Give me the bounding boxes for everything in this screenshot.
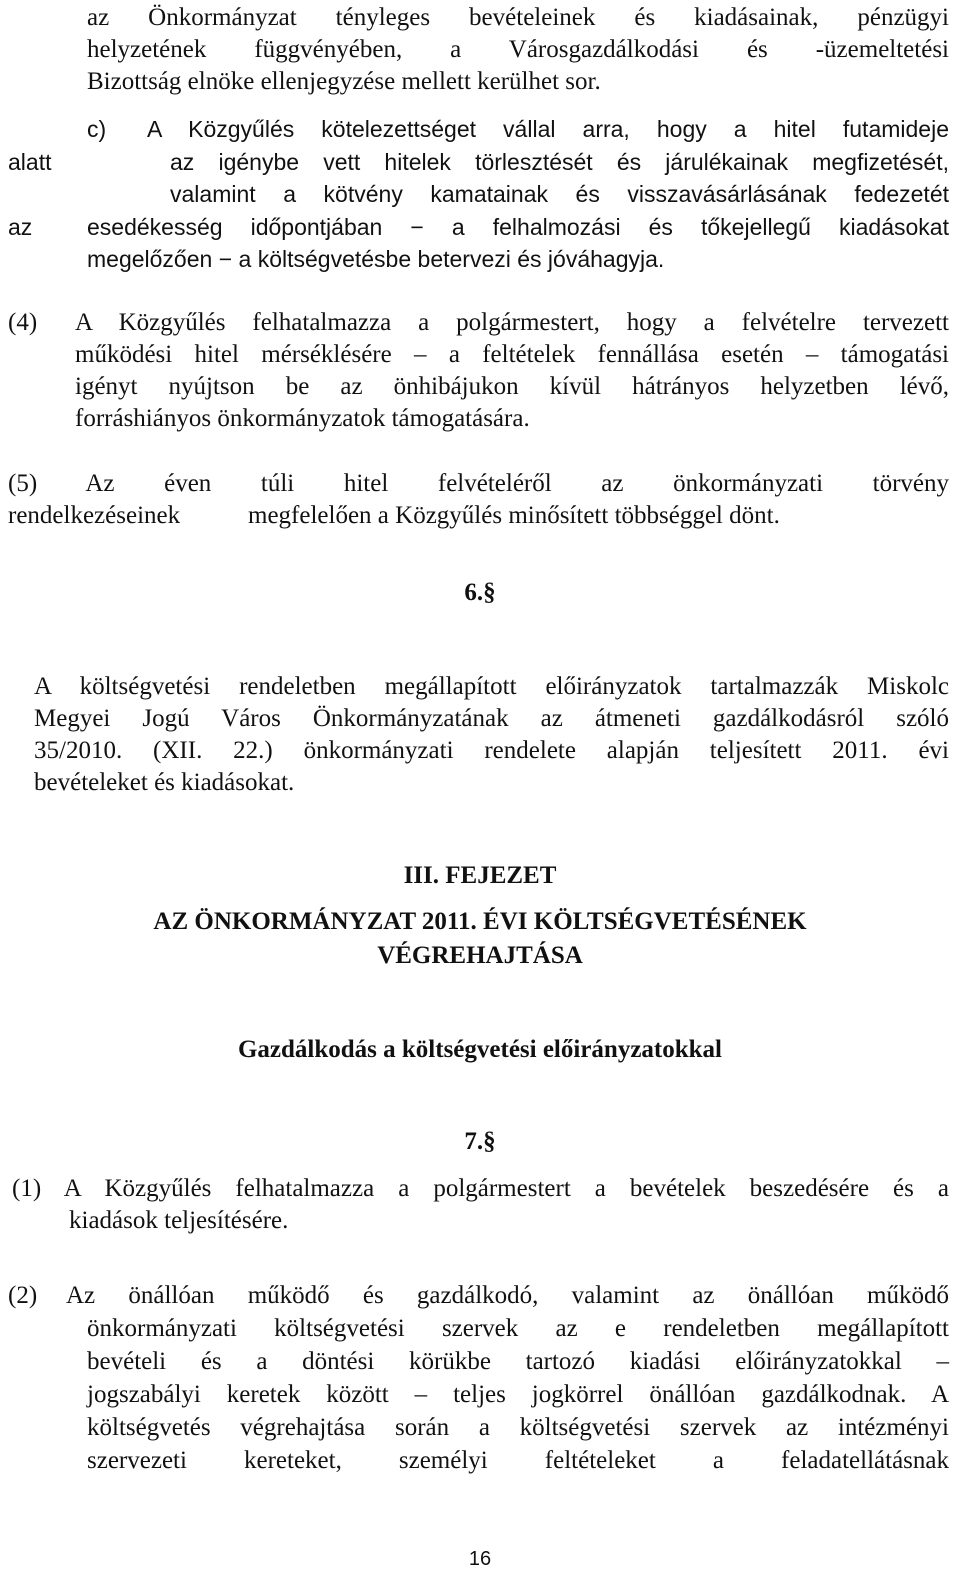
page-number: 16 [468,1548,492,1570]
text-line: bevételeket és kiadásokat. [34,769,295,796]
text-line: az Önkormányzat tényleges bevételeinek és kiadásainak, pénzügyi [87,4,949,31]
text-line: A költségvetési rendeletben megállapított előirányzatok tartalmazzák Miskolc [34,673,949,700]
text-line: valamint a kötvény kamatainak és visszavásárlásának fedezetét [170,181,949,207]
text-line: az igénybe vett hitelek törlesztését és járulékainak megfizetését, [170,149,949,175]
chapter-title: III. FEJEZET [403,862,557,889]
text-line: működési hitel mérséklésére – a feltételek fennállása esetén – támogatási [75,341,949,368]
text-line: esedékesség időpontjában − a felhalmozási és tőkejellegű kiadásokat [87,214,949,240]
chapter-subtitle: AZ ÖNKORMÁNYZAT 2011. ÉVI KÖLTSÉGVETÉSÉNEK [153,908,807,935]
section-subtitle: Gazdálkodás a költségvetési előirányzatokkal [237,1036,723,1063]
text-line: igényt nyújtson be az önhibájukon kívül hátrányos helyzetben lévő, [75,373,949,400]
paragraph-marker: (4) [8,309,38,336]
text-line: 35/2010. (XII. 22.) önkormányzati rendelete alapján teljesített 2011. évi [34,737,949,764]
section-heading: 6.§ [464,579,496,606]
text-line: megelőzően − a költségvetésbe betervezi és jóváhagyja. [87,246,665,272]
margin-word: az [8,214,33,240]
text-line: kiadások teljesítésére. [69,1207,289,1234]
text-line: szervezeti kereteket, személyi feltételeket a feladatellátásnak [87,1447,949,1474]
section-heading: 7.§ [464,1128,496,1155]
text-line: Megyei Jogú Város Önkormányzatának az átmeneti gazdálkodásról szóló [34,705,949,732]
text-line: Az önállóan működő és gazdálkodó, valamint az önállóan működő [66,1282,949,1309]
paragraph-marker: (2) [8,1282,38,1309]
text-line: A Közgyűlés kötelezettséget vállal arra, hogy a hitel futamideje [147,116,949,142]
text-line: (5) Az éven túli hitel felvételéről az önkormányzati törvény [8,470,949,497]
text-line: forráshiányos önkormányzatok támogatására. [75,405,530,432]
text-line: helyzetének függvényében, a Városgazdálkodási és -üzemeltetési [87,36,949,63]
text-line: jogszabályi keretek között – teljes jogkörrel önállóan gazdálkodnak. A [87,1381,949,1408]
text-line: rendelkezéseinek [8,502,181,529]
text-line: megfelelően a Közgyűlés minősített többséggel dönt. [248,502,780,529]
text-line: A Közgyűlés felhatalmazza a polgármestert, hogy a felvételre tervezett [75,309,949,336]
text-line: Bizottság elnöke ellenjegyzése mellett kerülhet sor. [87,68,601,95]
text-line: önkormányzati költségvetési szervek az e rendeletben megállapított [87,1315,949,1342]
text-line: (1) A Közgyűlés felhatalmazza a polgármestert a bevételek beszedésére és a [12,1175,949,1202]
list-marker: c) [87,116,107,142]
chapter-subtitle: VÉGREHAJTÁSA [377,942,583,969]
text-line: bevételi és a döntési körükbe tartozó kiadási előirányzatokkal – [87,1348,949,1375]
text-line: költségvetés végrehajtása során a költségvetési szervek az intézményi [87,1414,949,1441]
margin-word: alatt [8,149,52,175]
